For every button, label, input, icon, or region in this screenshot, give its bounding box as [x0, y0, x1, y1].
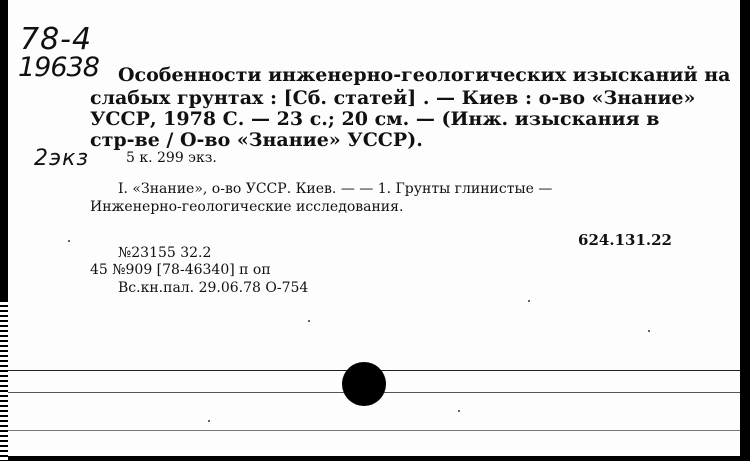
scan-edge-ruler — [0, 300, 8, 461]
speck — [458, 410, 460, 412]
registry-number: №23155 32.2 — [118, 245, 212, 261]
title-line-2: слабых грунтах : [Сб. статей] . — Киев : о-во «Знание» — [90, 87, 696, 109]
handwritten-code: 78-4 — [20, 22, 93, 57]
handwritten-number: 19638 — [18, 52, 99, 83]
divider-line — [8, 430, 742, 431]
punch-hole — [342, 362, 386, 406]
speck — [308, 320, 310, 322]
price-copies: 5 к. 299 экз. — [126, 150, 217, 166]
title-line-4: стр-ве / О-во «Знание» УССР). — [90, 129, 423, 151]
chamber-stamp: Вс.кн.пал. 29.06.78 О-754 — [118, 280, 309, 296]
speck — [648, 330, 650, 332]
order-number: 45 №909 [78-46340] п оп — [90, 262, 271, 278]
title-line-1: Особенности инженерно-геологических изысканий на — [118, 64, 731, 86]
title-line-3: УССР, 1978 С. — 23 с.; 20 см. — (Инж. изыскания в — [90, 108, 660, 130]
speck — [528, 300, 530, 302]
handwritten-copies: 2экз — [34, 146, 90, 171]
catalog-card — [8, 0, 742, 456]
scan-edge — [740, 0, 750, 461]
speck — [68, 240, 70, 242]
udc-code: 624.131.22 — [578, 231, 672, 249]
speck — [208, 420, 210, 422]
subject-line-2: Инженерно-геологические исследования. — [90, 199, 404, 215]
subject-line-1: I. «Знание», о-во УССР. Киев. — — 1. Грунты глинистые — — [118, 181, 553, 197]
